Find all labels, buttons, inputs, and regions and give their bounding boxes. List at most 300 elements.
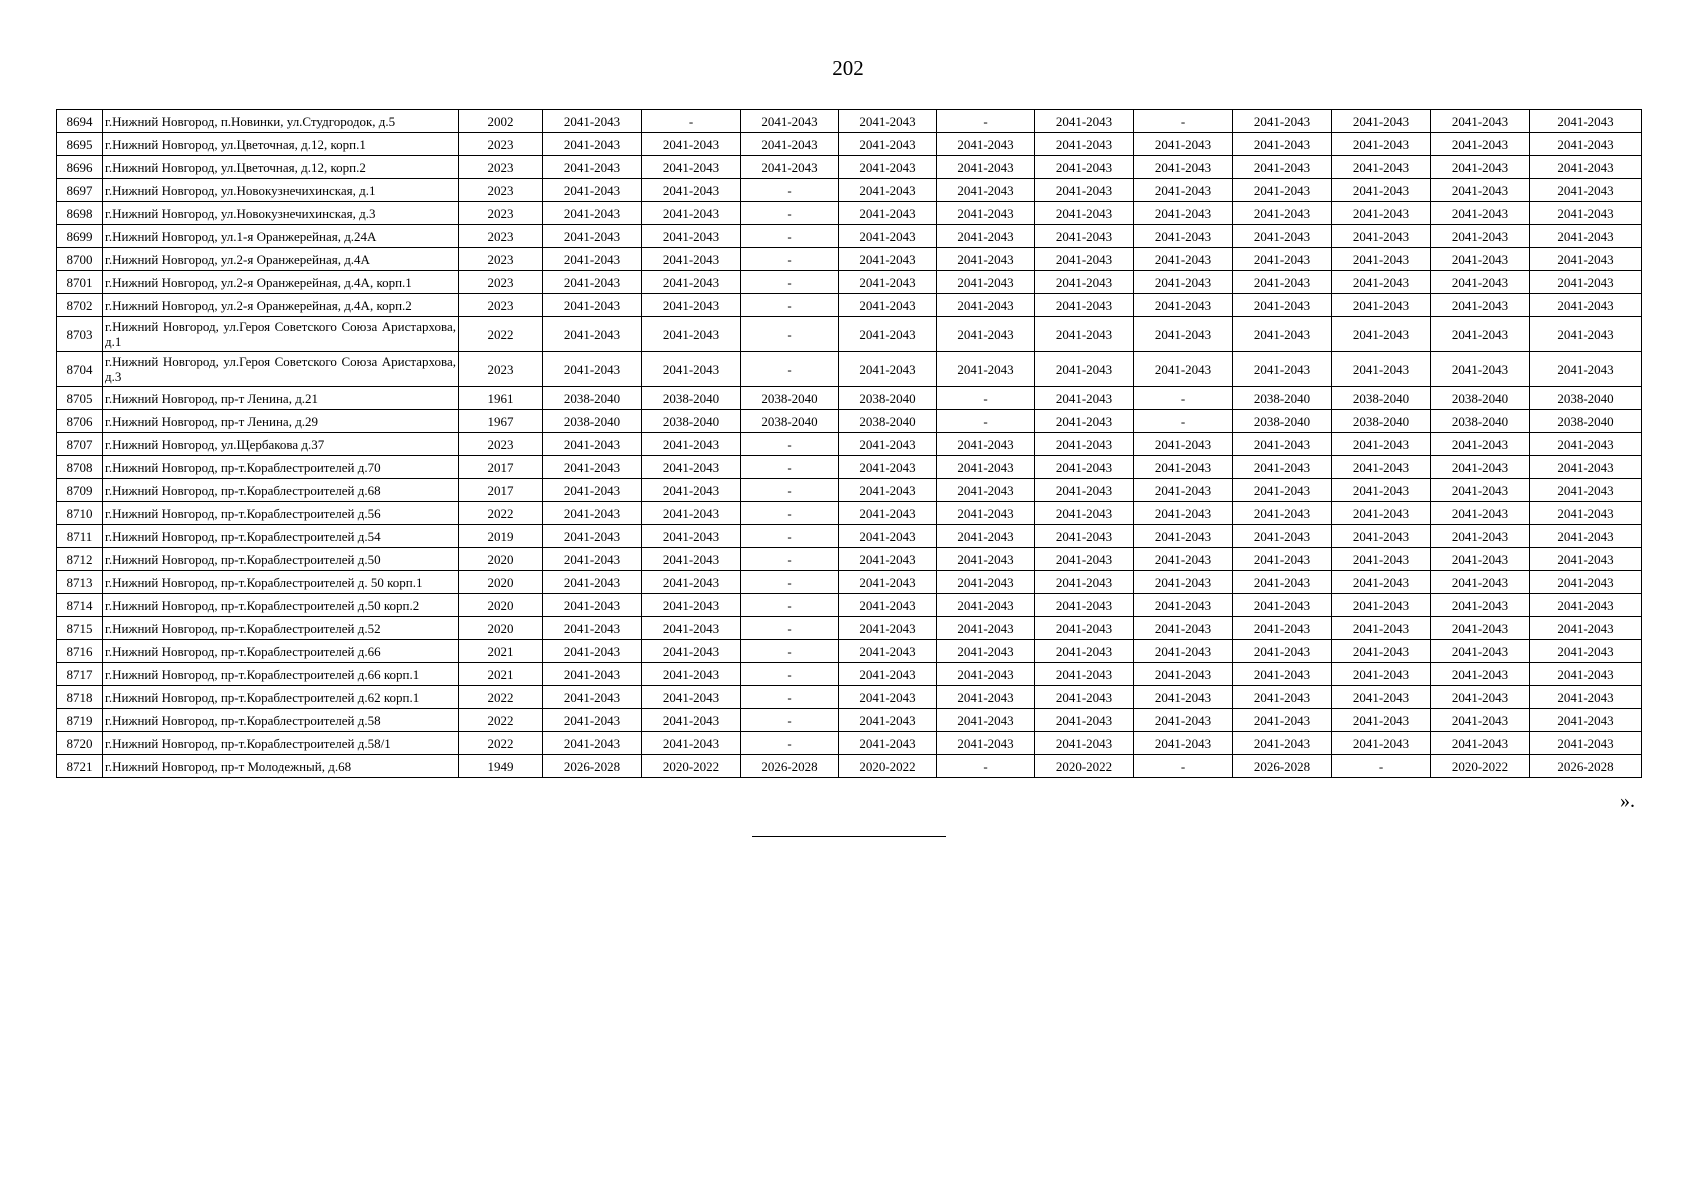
repair-period-cell: 2041-2043 (1530, 225, 1642, 248)
repair-period-cell: - (1332, 755, 1431, 778)
row-number-cell: 8699 (57, 225, 103, 248)
repair-period-cell: 2041-2043 (1233, 732, 1332, 755)
repair-period-cell: 2041-2043 (543, 294, 642, 317)
repair-period-cell: 2041-2043 (1431, 594, 1530, 617)
repair-period-cell: - (741, 732, 839, 755)
repair-period-cell: 2041-2043 (543, 479, 642, 502)
repair-period-cell: 2041-2043 (1530, 617, 1642, 640)
repair-period-cell: 2041-2043 (642, 594, 741, 617)
repair-period-cell: 2041-2043 (1431, 709, 1530, 732)
row-number-cell: 8700 (57, 248, 103, 271)
repair-period-cell: 2041-2043 (741, 156, 839, 179)
commissioning-year-cell: 2023 (459, 202, 543, 225)
repair-period-cell: 2041-2043 (543, 271, 642, 294)
repair-period-cell: 2041-2043 (1233, 433, 1332, 456)
repair-period-cell: 2041-2043 (642, 571, 741, 594)
repair-period-cell: 2041-2043 (1233, 133, 1332, 156)
row-number-cell: 8718 (57, 686, 103, 709)
address-cell: г.Нижний Новгород, ул.2-я Оранжерейная, д.4А, корп.2 (103, 294, 459, 317)
repair-period-cell: 2041-2043 (1035, 352, 1134, 387)
repair-period-cell: 2041-2043 (839, 317, 937, 352)
row-number-cell: 8712 (57, 548, 103, 571)
address-cell: г.Нижний Новгород, ул.Новокузнечихинская, д.1 (103, 179, 459, 202)
repair-period-cell: 2041-2043 (839, 686, 937, 709)
repair-period-cell: 2041-2043 (1431, 732, 1530, 755)
commissioning-year-cell: 2023 (459, 294, 543, 317)
repair-period-cell: 2041-2043 (1233, 709, 1332, 732)
commissioning-year-cell: 2021 (459, 663, 543, 686)
repair-period-cell: 2041-2043 (1134, 179, 1233, 202)
repair-period-cell: 2041-2043 (543, 179, 642, 202)
repair-period-cell: 2041-2043 (1431, 294, 1530, 317)
row-number-cell: 8721 (57, 755, 103, 778)
row-number-cell: 8716 (57, 640, 103, 663)
repair-period-cell: 2041-2043 (543, 352, 642, 387)
repair-period-cell: 2041-2043 (839, 456, 937, 479)
repair-period-cell: 2041-2043 (642, 248, 741, 271)
repair-period-cell: 2041-2043 (1530, 156, 1642, 179)
repair-period-cell: 2041-2043 (937, 640, 1035, 663)
commissioning-year-cell: 2023 (459, 133, 543, 156)
repair-period-cell: 2041-2043 (937, 133, 1035, 156)
repair-period-cell: 2041-2043 (1431, 686, 1530, 709)
table-row (57, 571, 1642, 594)
repair-period-cell: 2041-2043 (1035, 110, 1134, 133)
repair-period-cell: 2041-2043 (642, 548, 741, 571)
repair-period-cell: - (741, 502, 839, 525)
repair-period-cell: 2041-2043 (839, 156, 937, 179)
row-number-cell: 8706 (57, 410, 103, 433)
address-cell: г.Нижний Новгород, ул.1-я Оранжерейная, д.24А (103, 225, 459, 248)
commissioning-year-cell: 2020 (459, 617, 543, 640)
commissioning-year-cell: 2023 (459, 271, 543, 294)
housing-repair-schedule-table (56, 109, 1642, 778)
repair-period-cell: 2038-2040 (1431, 387, 1530, 410)
repair-period-cell: 2041-2043 (1431, 502, 1530, 525)
repair-period-cell: 2041-2043 (543, 548, 642, 571)
repair-period-cell: 2041-2043 (1530, 709, 1642, 732)
repair-period-cell: - (741, 479, 839, 502)
repair-period-cell: 2041-2043 (1530, 456, 1642, 479)
closing-quote-mark: ». (1620, 790, 1635, 812)
repair-period-cell: 2041-2043 (1134, 352, 1233, 387)
repair-period-cell: 2041-2043 (543, 617, 642, 640)
row-number-cell: 8717 (57, 663, 103, 686)
repair-period-cell: 2038-2040 (1530, 410, 1642, 433)
repair-period-cell: 2041-2043 (1134, 640, 1233, 663)
repair-period-cell: - (1134, 755, 1233, 778)
repair-period-cell: 2038-2040 (741, 387, 839, 410)
repair-period-cell: 2041-2043 (1332, 156, 1431, 179)
row-number-cell: 8715 (57, 617, 103, 640)
commissioning-year-cell: 2023 (459, 156, 543, 179)
repair-period-cell: 2041-2043 (1332, 709, 1431, 732)
commissioning-year-cell: 2017 (459, 479, 543, 502)
repair-period-cell: 2041-2043 (1332, 202, 1431, 225)
repair-period-cell: 2041-2043 (1035, 410, 1134, 433)
repair-period-cell: 2041-2043 (543, 594, 642, 617)
row-number-cell: 8711 (57, 525, 103, 548)
repair-period-cell: 2041-2043 (839, 248, 937, 271)
repair-period-cell: 2041-2043 (839, 525, 937, 548)
end-of-document-line (752, 836, 946, 837)
address-cell: г.Нижний Новгород, пр-т.Кораблестроителей д.66 (103, 640, 459, 663)
repair-period-cell: 2041-2043 (1233, 594, 1332, 617)
repair-period-cell: 2041-2043 (1134, 525, 1233, 548)
row-number-cell: 8702 (57, 294, 103, 317)
repair-period-cell: - (741, 594, 839, 617)
repair-period-cell: 2041-2043 (642, 202, 741, 225)
repair-period-cell: 2041-2043 (1332, 571, 1431, 594)
repair-period-cell: 2041-2043 (642, 479, 741, 502)
address-cell: г.Нижний Новгород, пр-т Молодежный, д.68 (103, 755, 459, 778)
commissioning-year-cell: 2023 (459, 225, 543, 248)
table-row (57, 433, 1642, 456)
repair-period-cell: 2041-2043 (543, 225, 642, 248)
repair-period-cell: 2041-2043 (839, 225, 937, 248)
repair-period-cell: 2041-2043 (642, 456, 741, 479)
repair-period-cell: 2041-2043 (937, 271, 1035, 294)
repair-period-cell: 2041-2043 (1233, 156, 1332, 179)
repair-period-cell: 2041-2043 (1431, 156, 1530, 179)
table-row (57, 479, 1642, 502)
repair-period-cell: 2041-2043 (1332, 640, 1431, 663)
address-cell: г.Нижний Новгород, пр-т.Кораблестроителей д.54 (103, 525, 459, 548)
repair-period-cell: 2041-2043 (937, 433, 1035, 456)
repair-period-cell: - (741, 202, 839, 225)
repair-period-cell: 2038-2040 (642, 387, 741, 410)
repair-period-cell: 2041-2043 (642, 133, 741, 156)
address-cell: г.Нижний Новгород, пр-т.Кораблестроителей д.56 (103, 502, 459, 525)
repair-period-cell: 2041-2043 (1431, 225, 1530, 248)
repair-period-cell: 2041-2043 (1233, 663, 1332, 686)
repair-period-cell: 2041-2043 (642, 352, 741, 387)
table-row (57, 686, 1642, 709)
repair-period-cell: 2041-2043 (543, 640, 642, 663)
repair-period-cell: 2041-2043 (1332, 110, 1431, 133)
repair-period-cell: 2041-2043 (1332, 732, 1431, 755)
address-cell: г.Нижний Новгород, пр-т.Кораблестроителей д.70 (103, 456, 459, 479)
table-row (57, 709, 1642, 732)
repair-period-cell: 2041-2043 (1035, 548, 1134, 571)
repair-period-cell: 2041-2043 (1332, 479, 1431, 502)
address-cell: г.Нижний Новгород, пр-т.Кораблестроителей д. 50 корп.1 (103, 571, 459, 594)
repair-period-cell: 2041-2043 (839, 663, 937, 686)
repair-period-cell: 2041-2043 (937, 732, 1035, 755)
repair-period-cell: - (1134, 110, 1233, 133)
repair-period-cell: 2038-2040 (1530, 387, 1642, 410)
repair-period-cell: 2041-2043 (1233, 352, 1332, 387)
repair-period-cell: 2041-2043 (1233, 202, 1332, 225)
repair-period-cell: - (937, 410, 1035, 433)
repair-period-cell: 2041-2043 (839, 271, 937, 294)
repair-period-cell: 2041-2043 (1530, 548, 1642, 571)
repair-period-cell: 2041-2043 (1530, 248, 1642, 271)
address-cell: г.Нижний Новгород, ул.Цветочная, д.12, корп.1 (103, 133, 459, 156)
repair-period-cell: 2041-2043 (1134, 248, 1233, 271)
repair-period-cell: 2041-2043 (1332, 294, 1431, 317)
repair-period-cell: 2041-2043 (642, 732, 741, 755)
repair-period-cell: 2041-2043 (543, 317, 642, 352)
repair-period-cell: 2038-2040 (1233, 387, 1332, 410)
table-row (57, 179, 1642, 202)
repair-period-cell: 2041-2043 (543, 202, 642, 225)
commissioning-year-cell: 2022 (459, 732, 543, 755)
repair-period-cell: - (741, 686, 839, 709)
repair-period-cell: 2041-2043 (1431, 248, 1530, 271)
repair-period-cell: - (741, 433, 839, 456)
repair-period-cell: 2041-2043 (1431, 617, 1530, 640)
repair-period-cell: 2041-2043 (839, 179, 937, 202)
table-row (57, 755, 1642, 778)
commissioning-year-cell: 2020 (459, 594, 543, 617)
repair-period-cell: - (741, 640, 839, 663)
repair-period-cell: 2041-2043 (1134, 617, 1233, 640)
repair-period-cell: 2041-2043 (543, 663, 642, 686)
row-number-cell: 8694 (57, 110, 103, 133)
repair-period-cell: 2041-2043 (1035, 156, 1134, 179)
repair-period-cell: 2041-2043 (1431, 110, 1530, 133)
repair-period-cell: 2041-2043 (1035, 571, 1134, 594)
repair-period-cell: 2041-2043 (1530, 317, 1642, 352)
repair-period-cell: 2041-2043 (1035, 502, 1134, 525)
row-number-cell: 8720 (57, 732, 103, 755)
table-row (57, 133, 1642, 156)
table-row (57, 317, 1642, 352)
repair-period-cell: 2041-2043 (937, 317, 1035, 352)
repair-period-cell: 2041-2043 (937, 294, 1035, 317)
address-cell: г.Нижний Новгород, пр-т.Кораблестроителей д.62 корп.1 (103, 686, 459, 709)
repair-period-cell: 2041-2043 (1035, 133, 1134, 156)
repair-period-cell: 2041-2043 (1530, 525, 1642, 548)
repair-period-cell: 2041-2043 (642, 294, 741, 317)
address-cell: г.Нижний Новгород, ул.Щербакова д.37 (103, 433, 459, 456)
repair-period-cell: 2041-2043 (642, 525, 741, 548)
repair-period-cell: 2041-2043 (1134, 202, 1233, 225)
repair-period-cell: 2041-2043 (543, 732, 642, 755)
repair-period-cell: 2041-2043 (1431, 525, 1530, 548)
repair-period-cell: 2041-2043 (937, 709, 1035, 732)
commissioning-year-cell: 2022 (459, 502, 543, 525)
repair-period-cell: 2041-2043 (1134, 686, 1233, 709)
repair-period-cell: 2041-2043 (1530, 179, 1642, 202)
repair-period-cell: 2041-2043 (937, 548, 1035, 571)
row-number-cell: 8697 (57, 179, 103, 202)
repair-period-cell: - (642, 110, 741, 133)
commissioning-year-cell: 1961 (459, 387, 543, 410)
repair-period-cell: 2041-2043 (1035, 179, 1134, 202)
commissioning-year-cell: 1949 (459, 755, 543, 778)
repair-period-cell: 2041-2043 (1332, 179, 1431, 202)
table-row (57, 156, 1642, 179)
address-cell: г.Нижний Новгород, ул.Новокузнечихинская, д.3 (103, 202, 459, 225)
repair-period-cell: 2041-2043 (1332, 248, 1431, 271)
repair-period-cell: 2041-2043 (1035, 294, 1134, 317)
repair-period-cell: 2041-2043 (1431, 202, 1530, 225)
repair-period-cell: 2041-2043 (839, 640, 937, 663)
page-number: 202 (832, 56, 864, 80)
row-number-cell: 8719 (57, 709, 103, 732)
repair-period-cell: 2041-2043 (1035, 732, 1134, 755)
repair-period-cell: 2041-2043 (937, 352, 1035, 387)
repair-period-cell: 2041-2043 (839, 352, 937, 387)
repair-period-cell: 2041-2043 (1431, 456, 1530, 479)
row-number-cell: 8709 (57, 479, 103, 502)
commissioning-year-cell: 2020 (459, 548, 543, 571)
repair-period-cell: 2041-2043 (1530, 502, 1642, 525)
commissioning-year-cell: 2023 (459, 248, 543, 271)
repair-period-cell: 2041-2043 (1530, 133, 1642, 156)
repair-period-cell: 2041-2043 (1134, 548, 1233, 571)
commissioning-year-cell: 2002 (459, 110, 543, 133)
repair-period-cell: 2041-2043 (839, 617, 937, 640)
repair-period-cell: - (741, 617, 839, 640)
repair-period-cell: 2041-2043 (937, 479, 1035, 502)
table-row (57, 456, 1642, 479)
table-row (57, 352, 1642, 387)
repair-period-cell: 2041-2043 (741, 133, 839, 156)
repair-period-cell: 2041-2043 (1035, 525, 1134, 548)
repair-period-cell: 2020-2022 (839, 755, 937, 778)
repair-period-cell: 2041-2043 (1332, 502, 1431, 525)
repair-period-cell: 2041-2043 (1035, 387, 1134, 410)
repair-period-cell: 2041-2043 (1035, 317, 1134, 352)
row-number-cell: 8705 (57, 387, 103, 410)
repair-period-cell: 2038-2040 (1233, 410, 1332, 433)
repair-period-cell: 2041-2043 (1233, 640, 1332, 663)
repair-period-cell: 2041-2043 (839, 479, 937, 502)
repair-period-cell: 2041-2043 (1530, 640, 1642, 663)
repair-period-cell: 2041-2043 (1035, 248, 1134, 271)
repair-period-cell: 2041-2043 (937, 179, 1035, 202)
table-row (57, 732, 1642, 755)
repair-period-cell: 2038-2040 (1332, 387, 1431, 410)
repair-period-cell: 2041-2043 (1233, 571, 1332, 594)
repair-period-cell: - (741, 525, 839, 548)
repair-period-cell: 2026-2028 (741, 755, 839, 778)
repair-period-cell: - (741, 663, 839, 686)
repair-period-cell: - (1134, 387, 1233, 410)
repair-period-cell: 2041-2043 (1035, 479, 1134, 502)
repair-period-cell: 2041-2043 (1431, 479, 1530, 502)
repair-period-cell: - (1134, 410, 1233, 433)
repair-period-cell: 2041-2043 (1431, 133, 1530, 156)
repair-period-cell: 2041-2043 (1530, 110, 1642, 133)
repair-period-cell: - (741, 317, 839, 352)
repair-period-cell: 2041-2043 (937, 456, 1035, 479)
repair-period-cell: 2041-2043 (1431, 640, 1530, 663)
table-row (57, 663, 1642, 686)
repair-period-cell: 2041-2043 (1530, 663, 1642, 686)
repair-period-cell: - (937, 110, 1035, 133)
repair-period-cell: 2041-2043 (1134, 502, 1233, 525)
repair-period-cell: 2038-2040 (741, 410, 839, 433)
repair-period-cell: 2041-2043 (1035, 663, 1134, 686)
repair-period-cell: 2041-2043 (1332, 225, 1431, 248)
row-number-cell: 8695 (57, 133, 103, 156)
repair-period-cell: 2041-2043 (1530, 479, 1642, 502)
repair-period-cell: 2041-2043 (543, 110, 642, 133)
repair-period-cell: 2041-2043 (1332, 352, 1431, 387)
repair-period-cell: 2041-2043 (1332, 456, 1431, 479)
address-cell: г.Нижний Новгород, пр-т.Кораблестроителей д.50 (103, 548, 459, 571)
row-number-cell: 8704 (57, 352, 103, 387)
repair-period-cell: 2041-2043 (1134, 225, 1233, 248)
address-cell: г.Нижний Новгород, пр-т.Кораблестроителей д.66 корп.1 (103, 663, 459, 686)
repair-period-cell: 2041-2043 (1431, 571, 1530, 594)
repair-period-cell: 2041-2043 (1134, 133, 1233, 156)
repair-period-cell: 2041-2043 (543, 502, 642, 525)
repair-period-cell: - (937, 387, 1035, 410)
repair-period-cell: 2041-2043 (1530, 686, 1642, 709)
repair-period-cell: 2041-2043 (1233, 686, 1332, 709)
repair-period-cell: 2041-2043 (1134, 456, 1233, 479)
repair-period-cell: 2041-2043 (1134, 479, 1233, 502)
repair-period-cell: 2041-2043 (937, 202, 1035, 225)
row-number-cell: 8701 (57, 271, 103, 294)
address-cell: г.Нижний Новгород, п.Новинки, ул.Студгородок, д.5 (103, 110, 459, 133)
table-row (57, 640, 1642, 663)
repair-period-cell: 2041-2043 (839, 571, 937, 594)
table-row (57, 387, 1642, 410)
repair-period-cell: 2041-2043 (642, 433, 741, 456)
repair-period-cell: 2041-2043 (1332, 617, 1431, 640)
repair-period-cell: 2041-2043 (1233, 617, 1332, 640)
row-number-cell: 8714 (57, 594, 103, 617)
repair-period-cell: 2038-2040 (839, 410, 937, 433)
row-number-cell: 8707 (57, 433, 103, 456)
address-cell: г.Нижний Новгород, ул.Героя Советского Союза Аристархова, д.1 (103, 317, 459, 352)
table-row (57, 617, 1642, 640)
address-cell: г.Нижний Новгород, ул.Героя Советского Союза Аристархова, д.3 (103, 352, 459, 387)
repair-period-cell: 2041-2043 (642, 502, 741, 525)
repair-period-cell: 2041-2043 (1035, 709, 1134, 732)
address-cell: г.Нижний Новгород, пр-т.Кораблестроителей д.52 (103, 617, 459, 640)
table-row (57, 410, 1642, 433)
repair-period-cell: 2041-2043 (839, 202, 937, 225)
repair-period-cell: 2041-2043 (937, 594, 1035, 617)
repair-period-cell: 2041-2043 (543, 709, 642, 732)
repair-period-cell: 2041-2043 (1035, 686, 1134, 709)
repair-period-cell: 2041-2043 (1431, 663, 1530, 686)
repair-period-cell: 2041-2043 (543, 686, 642, 709)
repair-period-cell: 2041-2043 (543, 433, 642, 456)
repair-period-cell: 2041-2043 (642, 317, 741, 352)
repair-period-cell: 2041-2043 (1233, 271, 1332, 294)
repair-period-cell: 2041-2043 (1233, 179, 1332, 202)
repair-period-cell: 2041-2043 (1332, 133, 1431, 156)
table-row (57, 248, 1642, 271)
repair-period-cell: 2041-2043 (1035, 225, 1134, 248)
commissioning-year-cell: 1967 (459, 410, 543, 433)
address-cell: г.Нижний Новгород, пр-т Ленина, д.29 (103, 410, 459, 433)
address-cell: г.Нижний Новгород, ул.Цветочная, д.12, корп.2 (103, 156, 459, 179)
repair-period-cell: 2041-2043 (741, 110, 839, 133)
commissioning-year-cell: 2023 (459, 179, 543, 202)
address-cell: г.Нижний Новгород, пр-т.Кораблестроителей д.58/1 (103, 732, 459, 755)
table-row (57, 110, 1642, 133)
repair-period-cell: 2041-2043 (1431, 548, 1530, 571)
repair-period-cell: 2041-2043 (1332, 548, 1431, 571)
repair-period-cell: 2041-2043 (1233, 502, 1332, 525)
commissioning-year-cell: 2017 (459, 456, 543, 479)
commissioning-year-cell: 2023 (459, 352, 543, 387)
repair-period-cell: 2041-2043 (1035, 456, 1134, 479)
repair-period-cell: 2041-2043 (642, 663, 741, 686)
repair-period-cell: 2041-2043 (1431, 352, 1530, 387)
repair-period-cell: 2041-2043 (1233, 248, 1332, 271)
repair-period-cell: 2041-2043 (839, 502, 937, 525)
